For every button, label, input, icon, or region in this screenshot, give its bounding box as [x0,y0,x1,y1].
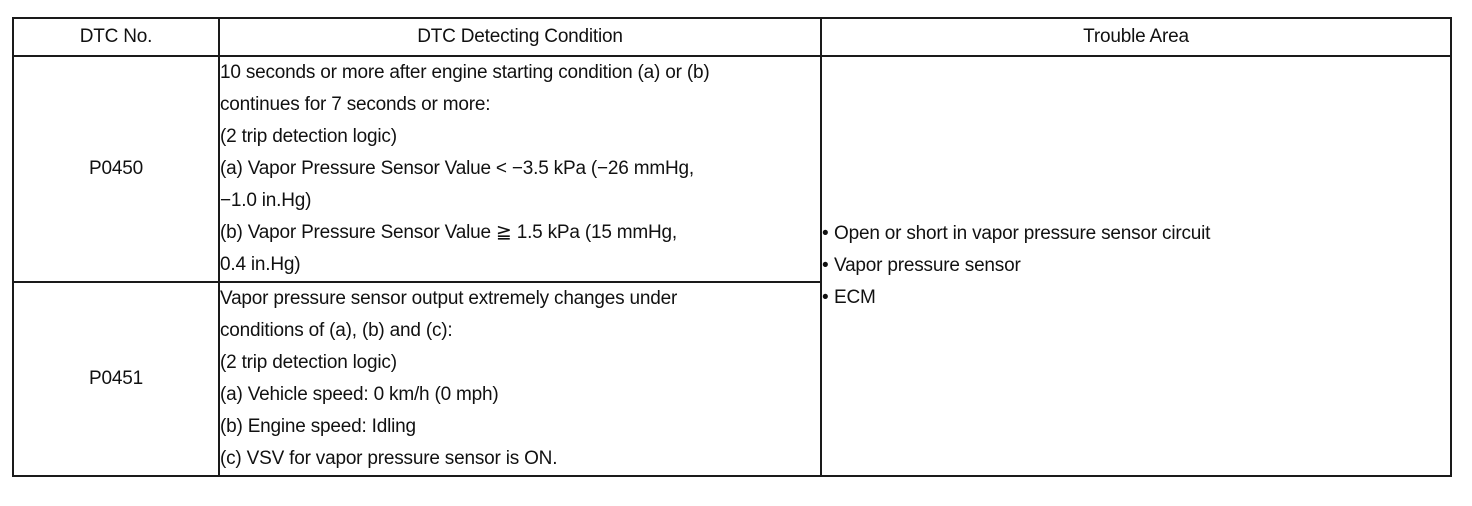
trouble-area-item [822,250,1450,282]
header-trouble-area: Trouble Area [821,18,1451,56]
condition-line: (c) VSV for vapor pressure sensor is ON. [220,448,558,469]
condition-line: (b) Engine speed: Idling [220,416,416,437]
dtc-code: P0451 [13,282,219,476]
trouble-area-item [822,218,1450,250]
condition-line: 0.4 in.Hg) [220,254,301,275]
table-row [13,56,1451,282]
condition-line: (a) Vapor Pressure Sensor Value < −3.5 kPa (−26 mmHg, [220,158,694,179]
condition-line: (2 trip detection logic) [220,126,397,147]
condition-line: conditions of (a), (b) and (c): [220,320,453,341]
bullet-icon: • [822,287,829,308]
condition-line: Vapor pressure sensor output extremely changes under [220,288,678,309]
condition-line: (a) Vehicle speed: 0 km/h (0 mph) [220,384,499,405]
trouble-area-text: Open or short in vapor pressure sensor circuit [834,223,1211,244]
detecting-condition [219,282,821,476]
header-dtc-no: DTC No. [13,18,219,56]
bullet-icon: • [822,255,829,276]
detecting-condition [219,56,821,282]
bullet-icon: • [822,223,829,244]
trouble-area-item [822,282,1450,314]
trouble-area [821,56,1451,476]
header-row [13,18,1451,56]
condition-line: (2 trip detection logic) [220,352,397,373]
trouble-area-text: ECM [834,287,876,308]
condition-line: (b) Vapor Pressure Sensor Value ≧ 1.5 kPa (15 mmHg, [220,222,677,243]
condition-line: −1.0 in.Hg) [220,190,312,211]
condition-line: 10 seconds or more after engine starting condition (a) or (b) [220,62,710,83]
dtc-table [12,17,1452,477]
trouble-area-text: Vapor pressure sensor [834,255,1021,276]
dtc-code: P0450 [13,56,219,282]
condition-line: continues for 7 seconds or more: [220,94,491,115]
header-detecting-condition: DTC Detecting Condition [219,18,821,56]
